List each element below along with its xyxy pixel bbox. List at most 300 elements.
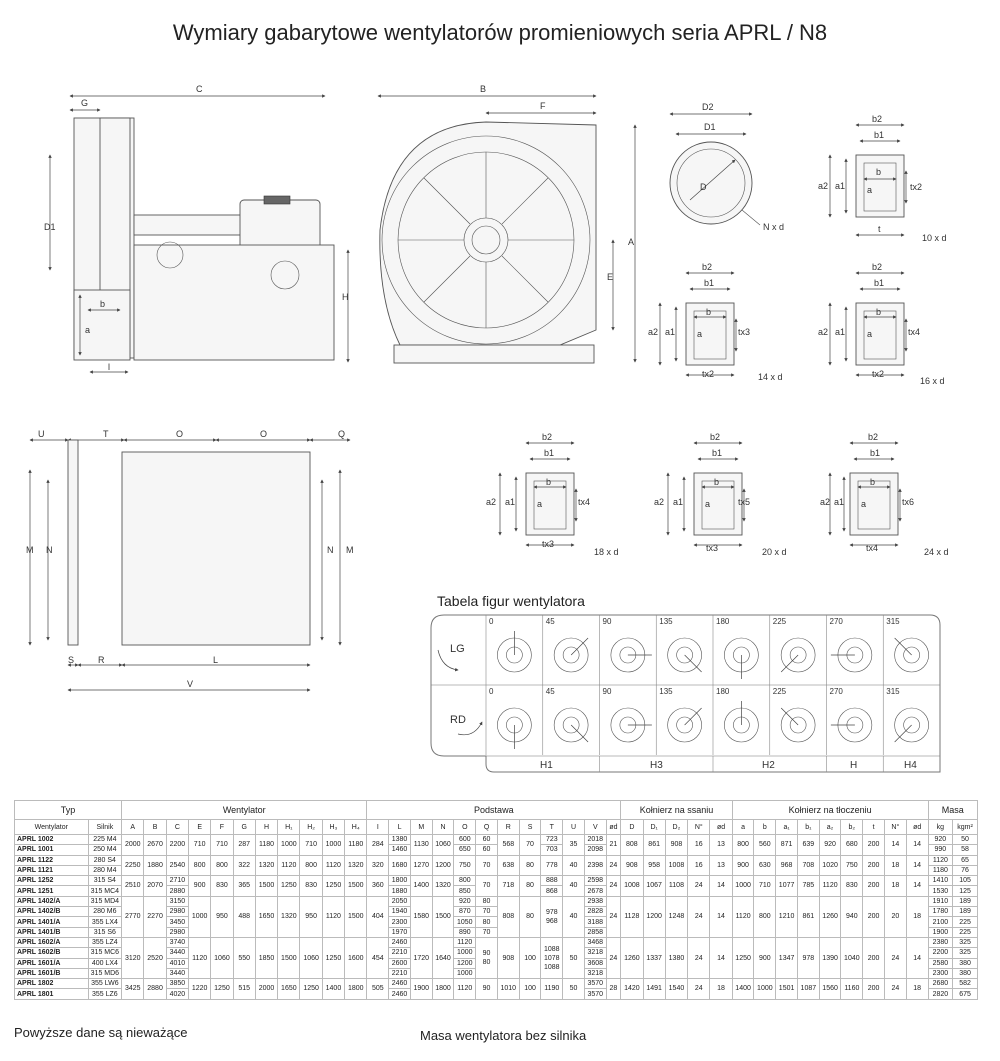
svg-text:tx6: tx6 bbox=[902, 497, 915, 507]
column-header: kg bbox=[928, 820, 953, 835]
cell-V: 2938 bbox=[584, 896, 606, 906]
cell-H1: 1120 bbox=[278, 855, 300, 876]
cell-V: 2598 bbox=[584, 876, 606, 886]
cell-I: 454 bbox=[367, 937, 389, 978]
cell-d1: 14 bbox=[710, 937, 732, 978]
flange-1 bbox=[818, 114, 947, 243]
dim-b: b bbox=[100, 299, 106, 309]
column-header: a₁ bbox=[776, 820, 798, 835]
cell-D: 1008 bbox=[621, 876, 643, 897]
cell-a: 1120 bbox=[732, 896, 754, 937]
cell-D2: 1540 bbox=[665, 979, 687, 1000]
page-title: Wymiary gabarytowe wentylatorów promieniowych seria APRL / N8 bbox=[172, 20, 828, 45]
column-header: H₄ bbox=[345, 820, 367, 835]
cell-b2: 1160 bbox=[841, 979, 863, 1000]
group-H4: H4 bbox=[904, 760, 917, 771]
hdr-wentylator: Wentylator bbox=[122, 801, 367, 820]
svg-text:18 x d: 18 x d bbox=[594, 547, 619, 557]
svg-text:b: b bbox=[876, 167, 882, 177]
column-header: Q bbox=[476, 820, 498, 835]
fan-type: APRL 1001 bbox=[15, 845, 89, 855]
cell-d1: 18 bbox=[710, 979, 732, 1000]
cell-O: 650 bbox=[454, 845, 476, 855]
svg-text:b1: b1 bbox=[712, 448, 723, 458]
cell-mass: 1120 bbox=[928, 855, 953, 865]
cell-F: 710 bbox=[211, 835, 233, 856]
motor-type: 225 M4 bbox=[88, 835, 121, 845]
cell-L: 1380 bbox=[389, 835, 411, 845]
footer-disclaimer: Powyższe dane są nieważące bbox=[14, 1025, 188, 1040]
svg-text:V: V bbox=[187, 679, 194, 689]
cell-G: 515 bbox=[233, 979, 255, 1000]
svg-text:a2: a2 bbox=[820, 497, 831, 507]
cell-E: 900 bbox=[189, 876, 211, 897]
cell-N: 1800 bbox=[432, 979, 454, 1000]
svg-text:tx5: tx5 bbox=[738, 497, 751, 507]
cell-b: 1000 bbox=[754, 979, 776, 1000]
cell-N2: 20 bbox=[884, 896, 906, 937]
group-H2: H2 bbox=[762, 760, 775, 771]
cell-Q: 70 bbox=[476, 876, 498, 897]
cell-G: 550 bbox=[233, 937, 255, 978]
column-header: kgm² bbox=[953, 820, 978, 835]
cell-H1: 1000 bbox=[278, 835, 300, 856]
cell-b: 710 bbox=[754, 876, 776, 897]
cell-R: 908 bbox=[497, 937, 519, 978]
cell-V: 2018 bbox=[584, 835, 606, 845]
figure-angle-label: 0 bbox=[489, 687, 494, 696]
column-header: ød bbox=[606, 820, 621, 835]
cell-b1: 785 bbox=[797, 876, 819, 897]
svg-text:b: b bbox=[714, 477, 720, 487]
cell-U: 40 bbox=[563, 855, 585, 876]
column-header: t bbox=[863, 820, 885, 835]
svg-text:M: M bbox=[346, 545, 354, 555]
row-LG: LG bbox=[450, 643, 465, 655]
table-row bbox=[15, 896, 978, 906]
cell-N2: 24 bbox=[884, 979, 906, 1000]
cell-A: 2000 bbox=[122, 835, 144, 856]
cell-B: 2270 bbox=[144, 896, 166, 937]
fan-type: APRL 1402/B bbox=[15, 907, 89, 917]
column-header: F bbox=[211, 820, 233, 835]
cell-O: 750 bbox=[454, 855, 476, 876]
cell-S: 100 bbox=[519, 979, 541, 1000]
column-header: L bbox=[389, 820, 411, 835]
cell-mass: 2200 bbox=[928, 948, 953, 958]
svg-text:b: b bbox=[706, 307, 712, 317]
cell-V: 3218 bbox=[584, 968, 606, 978]
table-row bbox=[15, 876, 978, 886]
cell-b2: 940 bbox=[841, 896, 863, 937]
hdr-silnik: Silnik bbox=[88, 820, 121, 835]
cell-U: 40 bbox=[563, 876, 585, 897]
cell-A: 2770 bbox=[122, 896, 144, 937]
cell-L: 2050 bbox=[389, 896, 411, 906]
cell-b2: 750 bbox=[841, 855, 863, 876]
cell-mass: 189 bbox=[953, 896, 978, 906]
cell-H4: 1800 bbox=[345, 979, 367, 1000]
cell-mass: 50 bbox=[953, 835, 978, 845]
cell-Q: 70 bbox=[476, 927, 498, 937]
cell-M: 1130 bbox=[410, 835, 432, 856]
figure-angle-label: 225 bbox=[772, 687, 787, 696]
svg-text:tx4: tx4 bbox=[578, 497, 591, 507]
cell-O: 850 bbox=[454, 886, 476, 896]
cell-b2: 830 bbox=[841, 876, 863, 897]
column-header: b bbox=[754, 820, 776, 835]
motor-type: 315 S6 bbox=[88, 927, 121, 937]
front-view-drawing bbox=[378, 84, 635, 363]
cell-N: 1500 bbox=[432, 896, 454, 937]
cell-C: 4020 bbox=[166, 989, 188, 999]
table-row bbox=[15, 835, 978, 845]
column-header: ød bbox=[710, 820, 732, 835]
cell-I: 284 bbox=[367, 835, 389, 856]
cell-H3: 1250 bbox=[322, 937, 344, 978]
cell-H1: 1320 bbox=[278, 896, 300, 937]
cell-d: 24 bbox=[606, 855, 621, 876]
figure-angle-label: 315 bbox=[886, 617, 900, 626]
svg-text:U: U bbox=[38, 429, 45, 439]
cell-H2: 950 bbox=[300, 896, 322, 937]
dim-F: F bbox=[540, 101, 546, 111]
motor-type: 315 MD4 bbox=[88, 896, 121, 906]
cell-C: 3850 bbox=[166, 979, 188, 989]
fan-type: APRL 1601/A bbox=[15, 958, 89, 968]
cell-a1: 1347 bbox=[776, 937, 798, 978]
cell-d: 24 bbox=[606, 876, 621, 897]
cell-d2: 14 bbox=[906, 937, 928, 978]
cell-mass: 225 bbox=[953, 917, 978, 927]
cell-R: 1010 bbox=[497, 979, 519, 1000]
flange-4 bbox=[486, 432, 619, 557]
column-header: a₂ bbox=[819, 820, 841, 835]
column-header: M bbox=[410, 820, 432, 835]
cell-I: 320 bbox=[367, 855, 389, 876]
svg-text:16 x d: 16 x d bbox=[920, 376, 945, 386]
cell-G: 322 bbox=[233, 855, 255, 876]
cell-b1: 861 bbox=[797, 896, 819, 937]
cell-T: 703 bbox=[541, 845, 563, 855]
cell-t: 200 bbox=[863, 876, 885, 897]
column-header: N° bbox=[688, 820, 710, 835]
fan-type: APRL 1121 bbox=[15, 865, 89, 875]
dim-H: H bbox=[342, 292, 349, 302]
cell-D1: 1491 bbox=[643, 979, 665, 1000]
figure-angle-label: 45 bbox=[545, 617, 555, 626]
motor-type: 315 MC4 bbox=[88, 886, 121, 896]
cell-mass: 1530 bbox=[928, 886, 953, 896]
cell-H4: 1600 bbox=[345, 937, 367, 978]
figure-table-title: Tabela figur wentylatora bbox=[437, 593, 585, 609]
cell-S: 70 bbox=[519, 835, 541, 856]
cell-mass: 189 bbox=[953, 907, 978, 917]
svg-text:a: a bbox=[861, 499, 867, 509]
side-view-drawing bbox=[44, 84, 349, 372]
column-header: D bbox=[621, 820, 643, 835]
cell-mass: 2820 bbox=[928, 989, 953, 999]
fan-type: APRL 1401/A bbox=[15, 917, 89, 927]
cell-C: 2200 bbox=[166, 835, 188, 856]
cell-D: 808 bbox=[621, 835, 643, 856]
cell-V: 2828 bbox=[584, 907, 606, 917]
cell-O: 920 bbox=[454, 896, 476, 906]
cell-mass: 582 bbox=[953, 979, 978, 989]
svg-text:t: t bbox=[878, 224, 881, 234]
motor-type: 280 M4 bbox=[88, 865, 121, 875]
svg-text:O: O bbox=[260, 429, 268, 439]
dim-Nxd: N x d bbox=[763, 222, 785, 232]
cell-mass: 380 bbox=[953, 968, 978, 978]
cell-D2: 1008 bbox=[665, 855, 687, 876]
cell-L: 2460 bbox=[389, 979, 411, 989]
cell-a2: 1560 bbox=[819, 979, 841, 1000]
cell-M: 1270 bbox=[410, 855, 432, 876]
svg-text:b1: b1 bbox=[704, 278, 715, 288]
svg-text:T: T bbox=[103, 429, 109, 439]
motor-type: 280 S4 bbox=[88, 855, 121, 865]
hdr-masa: Masa bbox=[928, 801, 977, 820]
cell-C: 3150 bbox=[166, 896, 188, 906]
cell-L: 1940 bbox=[389, 907, 411, 917]
cell-a: 800 bbox=[732, 835, 754, 856]
cell-O: 890 bbox=[454, 927, 476, 937]
cell-mass: 1910 bbox=[928, 896, 953, 906]
svg-text:a: a bbox=[537, 499, 543, 509]
cell-T: 1190 bbox=[541, 979, 563, 1000]
cell-mass: 58 bbox=[953, 845, 978, 855]
cell-N1: 24 bbox=[688, 937, 710, 978]
cell-F: 830 bbox=[211, 876, 233, 897]
cell-a1: 1501 bbox=[776, 979, 798, 1000]
cell-O: 1200 bbox=[454, 958, 476, 968]
svg-text:tx3: tx3 bbox=[738, 327, 751, 337]
cell-V: 2098 bbox=[584, 845, 606, 855]
hdr-tloczenie: Kołnierz na tłoczeniu bbox=[732, 801, 928, 820]
svg-text:tx2: tx2 bbox=[702, 369, 715, 379]
svg-text:N: N bbox=[46, 545, 53, 555]
figure-table bbox=[428, 610, 948, 780]
fan-type: APRL 1601/B bbox=[15, 968, 89, 978]
cell-H4: 1180 bbox=[345, 835, 367, 856]
column-header: H₃ bbox=[322, 820, 344, 835]
column-header: D₁ bbox=[643, 820, 665, 835]
flange-2 bbox=[648, 262, 783, 382]
svg-text:a1: a1 bbox=[505, 497, 516, 507]
cell-N2: 18 bbox=[884, 855, 906, 876]
motor-type: 355 LZ4 bbox=[88, 937, 121, 947]
cell-O: 1000 bbox=[454, 968, 476, 978]
dim-a: a bbox=[85, 325, 91, 335]
cell-mass: 225 bbox=[953, 927, 978, 937]
column-header: b₁ bbox=[797, 820, 819, 835]
column-header: R bbox=[497, 820, 519, 835]
cell-t: 200 bbox=[863, 979, 885, 1000]
cell-a: 1250 bbox=[732, 937, 754, 978]
cell-a1: 1077 bbox=[776, 876, 798, 897]
cell-T: 778 bbox=[541, 855, 563, 876]
flange-3 bbox=[818, 262, 945, 386]
cell-b2: 680 bbox=[841, 835, 863, 856]
cell-N: 1060 bbox=[432, 835, 454, 856]
column-header: D₂ bbox=[665, 820, 687, 835]
figure-angle-label: 135 bbox=[659, 687, 673, 696]
cell-a2: 1120 bbox=[819, 876, 841, 897]
table-row bbox=[15, 979, 978, 989]
dim-C: C bbox=[196, 84, 203, 94]
cell-H3: 1000 bbox=[322, 835, 344, 856]
cell-L: 2210 bbox=[389, 948, 411, 958]
cell-H: 2000 bbox=[255, 979, 277, 1000]
cell-A: 3425 bbox=[122, 979, 144, 1000]
cell-M: 1400 bbox=[410, 876, 432, 897]
cell-mass: 675 bbox=[953, 989, 978, 999]
cell-B: 2880 bbox=[144, 979, 166, 1000]
svg-text:b: b bbox=[546, 477, 552, 487]
cell-d2: 18 bbox=[906, 896, 928, 937]
cell-C: 2980 bbox=[166, 927, 188, 937]
cell-mass: 76 bbox=[953, 865, 978, 875]
cell-mass: 325 bbox=[953, 948, 978, 958]
cell-V: 2678 bbox=[584, 886, 606, 896]
cell-mass: 2100 bbox=[928, 917, 953, 927]
cell-a1: 968 bbox=[776, 855, 798, 876]
dim-D: D bbox=[700, 182, 707, 192]
svg-text:b1: b1 bbox=[544, 448, 555, 458]
cell-F: 1060 bbox=[211, 937, 233, 978]
column-header: G bbox=[233, 820, 255, 835]
cell-E: 1000 bbox=[189, 896, 211, 937]
cell-S: 80 bbox=[519, 896, 541, 937]
cell-mass: 325 bbox=[953, 937, 978, 947]
motor-type: 250 M4 bbox=[88, 845, 121, 855]
cell-d2: 14 bbox=[906, 876, 928, 897]
cell-d1: 13 bbox=[710, 855, 732, 876]
cell-mass: 1410 bbox=[928, 876, 953, 886]
cell-I: 505 bbox=[367, 979, 389, 1000]
cell-mass: 1180 bbox=[928, 865, 953, 875]
cell-H: 1180 bbox=[255, 835, 277, 856]
column-header: T bbox=[541, 820, 563, 835]
table-row bbox=[15, 855, 978, 865]
cell-mass: 105 bbox=[953, 876, 978, 886]
svg-text:b2: b2 bbox=[710, 432, 721, 442]
svg-text:b2: b2 bbox=[872, 114, 883, 124]
figure-angle-label: 90 bbox=[602, 617, 612, 626]
column-header: E bbox=[189, 820, 211, 835]
cell-T: 888 bbox=[541, 876, 563, 886]
svg-text:a: a bbox=[867, 185, 873, 195]
footer-mass-note: Masa wentylatora bez silnika bbox=[420, 1028, 587, 1043]
figure-angle-label: 180 bbox=[716, 687, 730, 696]
cell-b1: 1087 bbox=[797, 979, 819, 1000]
cell-D2: 1108 bbox=[665, 876, 687, 897]
cell-N1: 16 bbox=[688, 855, 710, 876]
cell-H1: 1650 bbox=[278, 979, 300, 1000]
cell-T: 868 bbox=[541, 886, 563, 896]
cell-b1: 978 bbox=[797, 937, 819, 978]
cell-H3: 1120 bbox=[322, 896, 344, 937]
cell-L: 1800 bbox=[389, 876, 411, 886]
svg-text:a1: a1 bbox=[835, 327, 846, 337]
cell-L: 2600 bbox=[389, 958, 411, 968]
cell-N: 1200 bbox=[432, 855, 454, 876]
svg-text:tx4: tx4 bbox=[908, 327, 921, 337]
cell-G: 365 bbox=[233, 876, 255, 897]
cell-d2: 18 bbox=[906, 979, 928, 1000]
cell-N1: 24 bbox=[688, 896, 710, 937]
cell-mass: 2300 bbox=[928, 968, 953, 978]
svg-text:a2: a2 bbox=[648, 327, 659, 337]
cell-V: 3468 bbox=[584, 937, 606, 947]
cell-U: 50 bbox=[563, 937, 585, 978]
svg-text:tx2: tx2 bbox=[910, 182, 923, 192]
hdr-typ: Typ bbox=[15, 801, 122, 820]
cell-b1: 639 bbox=[797, 835, 819, 856]
svg-text:N: N bbox=[327, 545, 334, 555]
svg-text:tx3: tx3 bbox=[542, 539, 555, 549]
table-row bbox=[15, 937, 978, 947]
fan-type: APRL 1602/A bbox=[15, 937, 89, 947]
svg-text:a2: a2 bbox=[818, 327, 829, 337]
cell-E: 1120 bbox=[189, 937, 211, 978]
cell-D: 908 bbox=[621, 855, 643, 876]
cell-mass: 2580 bbox=[928, 958, 953, 968]
cell-O: 1050 bbox=[454, 917, 476, 927]
motor-type: 400 LX4 bbox=[88, 958, 121, 968]
cell-A: 2250 bbox=[122, 855, 144, 876]
svg-text:b2: b2 bbox=[868, 432, 879, 442]
cell-E: 710 bbox=[189, 835, 211, 856]
column-header: N bbox=[432, 820, 454, 835]
svg-text:a2: a2 bbox=[818, 181, 829, 191]
column-header: V bbox=[584, 820, 606, 835]
cell-a1: 1210 bbox=[776, 896, 798, 937]
inlet-flange-drawing bbox=[670, 102, 784, 232]
cell-S: 100 bbox=[519, 937, 541, 978]
svg-text:a1: a1 bbox=[835, 181, 846, 191]
column-header: C bbox=[166, 820, 188, 835]
cell-mass: 2380 bbox=[928, 937, 953, 947]
cell-A: 3120 bbox=[122, 937, 144, 978]
cell-U: 35 bbox=[563, 835, 585, 856]
cell-G: 287 bbox=[233, 835, 255, 856]
cell-d: 21 bbox=[606, 835, 621, 856]
fan-type: APRL 1402/A bbox=[15, 896, 89, 906]
cell-D2: 908 bbox=[665, 835, 687, 856]
cell-L: 2210 bbox=[389, 968, 411, 978]
cell-N1: 16 bbox=[688, 835, 710, 856]
cell-R: 638 bbox=[497, 855, 519, 876]
cell-a2: 1390 bbox=[819, 937, 841, 978]
cell-L: 2460 bbox=[389, 989, 411, 999]
svg-text:b1: b1 bbox=[870, 448, 881, 458]
cell-d2: 14 bbox=[906, 855, 928, 876]
cell-H: 1850 bbox=[255, 937, 277, 978]
cell-C: 2540 bbox=[166, 855, 188, 876]
base-frame-drawing bbox=[26, 429, 354, 690]
cell-D: 1128 bbox=[621, 896, 643, 937]
cell-L: 1460 bbox=[389, 845, 411, 855]
cell-d: 24 bbox=[606, 896, 621, 937]
cell-H4: 1500 bbox=[345, 876, 367, 897]
cell-Q: 90 80 bbox=[476, 937, 498, 978]
cell-M: 1720 bbox=[410, 937, 432, 978]
column-header: a bbox=[732, 820, 754, 835]
cell-E: 800 bbox=[189, 855, 211, 876]
cell-mass: 125 bbox=[953, 886, 978, 896]
